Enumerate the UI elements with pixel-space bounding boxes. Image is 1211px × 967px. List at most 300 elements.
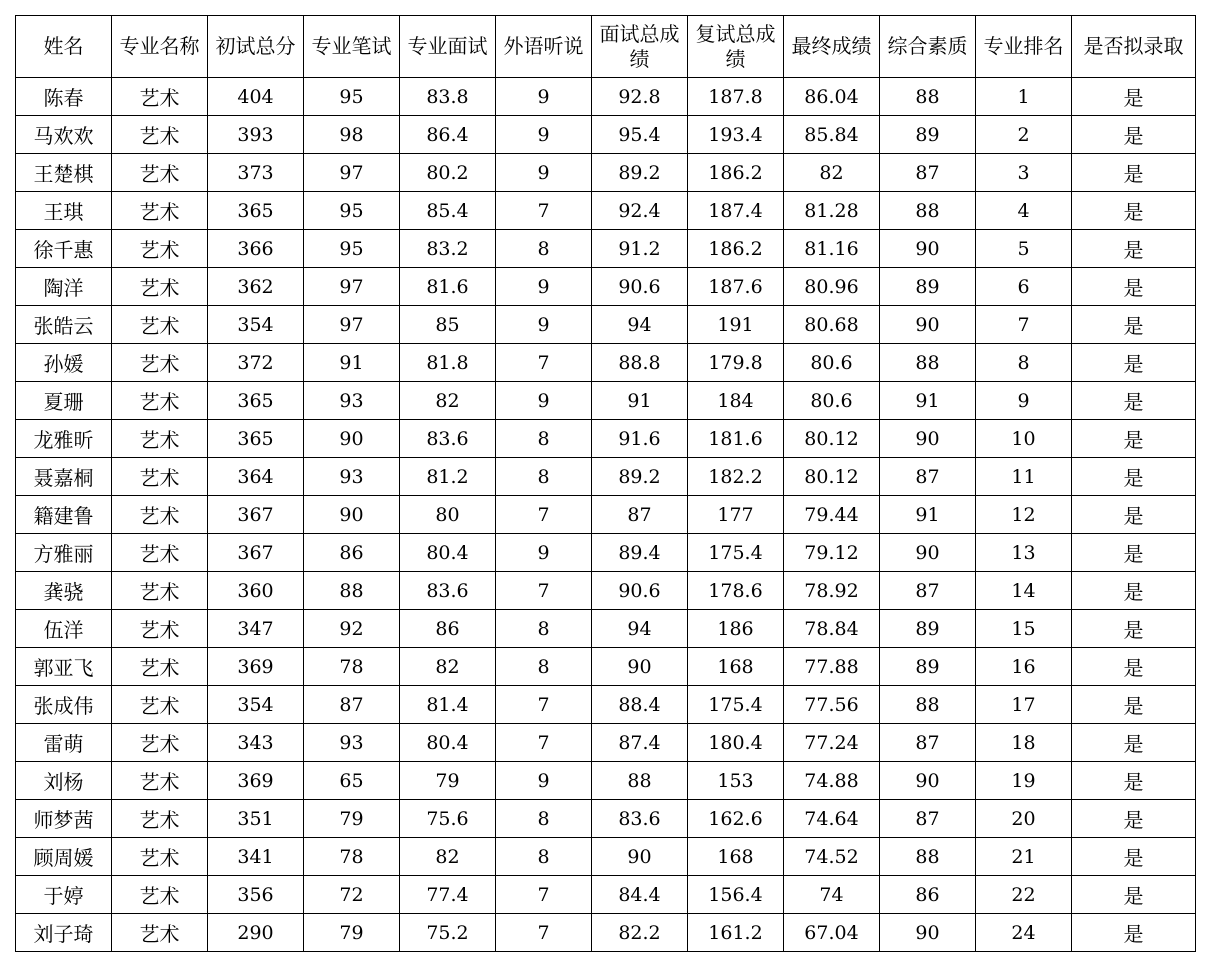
cell-final-score: 86.04 <box>784 78 880 116</box>
cell-overall-quality: 89 <box>880 610 976 648</box>
cell-name: 郭亚飞 <box>16 648 112 686</box>
cell-foreign-language-oral: 7 <box>496 686 592 724</box>
admission-results-table <box>15 15 1196 952</box>
cell-major-rank: 17 <box>976 686 1072 724</box>
cell-major-rank: 8 <box>976 344 1072 382</box>
cell-interview-total: 90.6 <box>592 268 688 306</box>
cell-final-score: 80.6 <box>784 344 880 382</box>
cell-major-rank: 21 <box>976 838 1072 876</box>
cell-initial-score: 366 <box>208 230 304 268</box>
cell-name: 刘子琦 <box>16 914 112 952</box>
cell-name: 顾周媛 <box>16 838 112 876</box>
cell-interview-total: 90.6 <box>592 572 688 610</box>
cell-overall-quality: 91 <box>880 496 976 534</box>
cell-interview-total: 91.2 <box>592 230 688 268</box>
cell-foreign-language-oral: 8 <box>496 610 592 648</box>
cell-name: 龚骁 <box>16 572 112 610</box>
cell-final-score: 77.88 <box>784 648 880 686</box>
table-row <box>16 382 1196 420</box>
cell-major-rank: 18 <box>976 724 1072 762</box>
cell-overall-quality: 90 <box>880 306 976 344</box>
cell-major-rank: 1 <box>976 78 1072 116</box>
table-row <box>16 344 1196 382</box>
cell-overall-quality: 87 <box>880 724 976 762</box>
cell-overall-quality: 90 <box>880 420 976 458</box>
cell-interview: 77.4 <box>400 876 496 914</box>
cell-major: 艺术 <box>112 420 208 458</box>
cell-major: 艺术 <box>112 648 208 686</box>
cell-final-score: 74.64 <box>784 800 880 838</box>
cell-overall-quality: 87 <box>880 458 976 496</box>
cell-interview-total: 91.6 <box>592 420 688 458</box>
cell-final-score: 80.96 <box>784 268 880 306</box>
cell-interview-total: 92.4 <box>592 192 688 230</box>
table-row <box>16 534 1196 572</box>
cell-admitted: 是 <box>1072 344 1196 382</box>
cell-name: 籍建鲁 <box>16 496 112 534</box>
cell-written-exam: 88 <box>304 572 400 610</box>
cell-interview-total: 90 <box>592 648 688 686</box>
table-row <box>16 724 1196 762</box>
cell-admitted: 是 <box>1072 914 1196 952</box>
cell-retest-total: 162.6 <box>688 800 784 838</box>
cell-major: 艺术 <box>112 382 208 420</box>
cell-major-rank: 15 <box>976 610 1072 648</box>
cell-admitted: 是 <box>1072 648 1196 686</box>
cell-major-rank: 4 <box>976 192 1072 230</box>
cell-initial-score: 404 <box>208 78 304 116</box>
table-row <box>16 496 1196 534</box>
cell-name: 方雅丽 <box>16 534 112 572</box>
cell-retest-total: 187.4 <box>688 192 784 230</box>
column-header-final-score: 最终成绩 <box>784 16 880 78</box>
cell-foreign-language-oral: 7 <box>496 344 592 382</box>
cell-admitted: 是 <box>1072 686 1196 724</box>
cell-interview: 81.6 <box>400 268 496 306</box>
cell-retest-total: 179.8 <box>688 344 784 382</box>
cell-major-rank: 14 <box>976 572 1072 610</box>
cell-admitted: 是 <box>1072 572 1196 610</box>
column-header-initial-score: 初试总分 <box>208 16 304 78</box>
cell-initial-score: 364 <box>208 458 304 496</box>
cell-foreign-language-oral: 8 <box>496 420 592 458</box>
cell-interview: 86.4 <box>400 116 496 154</box>
cell-major-rank: 2 <box>976 116 1072 154</box>
column-header-interview-total: 面试总成绩 <box>592 16 688 78</box>
table-row <box>16 420 1196 458</box>
cell-written-exam: 78 <box>304 838 400 876</box>
cell-name: 孙媛 <box>16 344 112 382</box>
cell-written-exam: 65 <box>304 762 400 800</box>
cell-name: 王楚棋 <box>16 154 112 192</box>
column-header-major: 专业名称 <box>112 16 208 78</box>
cell-major-rank: 19 <box>976 762 1072 800</box>
cell-admitted: 是 <box>1072 800 1196 838</box>
cell-major-rank: 5 <box>976 230 1072 268</box>
cell-foreign-language-oral: 9 <box>496 382 592 420</box>
cell-overall-quality: 90 <box>880 914 976 952</box>
cell-initial-score: 365 <box>208 420 304 458</box>
cell-major-rank: 9 <box>976 382 1072 420</box>
cell-admitted: 是 <box>1072 534 1196 572</box>
cell-interview: 79 <box>400 762 496 800</box>
cell-written-exam: 95 <box>304 192 400 230</box>
cell-major: 艺术 <box>112 914 208 952</box>
cell-overall-quality: 87 <box>880 800 976 838</box>
cell-retest-total: 181.6 <box>688 420 784 458</box>
cell-interview-total: 95.4 <box>592 116 688 154</box>
cell-overall-quality: 88 <box>880 686 976 724</box>
cell-initial-score: 343 <box>208 724 304 762</box>
cell-foreign-language-oral: 7 <box>496 876 592 914</box>
cell-major-rank: 20 <box>976 800 1072 838</box>
cell-foreign-language-oral: 8 <box>496 458 592 496</box>
cell-major: 艺术 <box>112 762 208 800</box>
cell-interview-total: 89.2 <box>592 458 688 496</box>
cell-admitted: 是 <box>1072 762 1196 800</box>
cell-retest-total: 186 <box>688 610 784 648</box>
cell-admitted: 是 <box>1072 838 1196 876</box>
cell-initial-score: 369 <box>208 648 304 686</box>
table-row <box>16 838 1196 876</box>
cell-interview: 83.8 <box>400 78 496 116</box>
cell-final-score: 82 <box>784 154 880 192</box>
cell-interview-total: 94 <box>592 610 688 648</box>
cell-written-exam: 72 <box>304 876 400 914</box>
cell-admitted: 是 <box>1072 724 1196 762</box>
table-row <box>16 610 1196 648</box>
cell-admitted: 是 <box>1072 420 1196 458</box>
cell-major: 艺术 <box>112 268 208 306</box>
cell-overall-quality: 89 <box>880 268 976 306</box>
table-row <box>16 192 1196 230</box>
cell-initial-score: 369 <box>208 762 304 800</box>
cell-interview: 75.2 <box>400 914 496 952</box>
cell-initial-score: 290 <box>208 914 304 952</box>
column-header-foreign-language-oral: 外语听说 <box>496 16 592 78</box>
table-row <box>16 800 1196 838</box>
cell-name: 雷萌 <box>16 724 112 762</box>
cell-initial-score: 367 <box>208 496 304 534</box>
column-header-name: 姓名 <box>16 16 112 78</box>
cell-major: 艺术 <box>112 458 208 496</box>
cell-written-exam: 98 <box>304 116 400 154</box>
cell-interview-total: 87 <box>592 496 688 534</box>
cell-initial-score: 351 <box>208 800 304 838</box>
column-header-admitted: 是否拟录取 <box>1072 16 1196 78</box>
cell-interview: 86 <box>400 610 496 648</box>
cell-name: 王琪 <box>16 192 112 230</box>
cell-interview-total: 94 <box>592 306 688 344</box>
cell-major-rank: 13 <box>976 534 1072 572</box>
cell-admitted: 是 <box>1072 78 1196 116</box>
cell-foreign-language-oral: 9 <box>496 268 592 306</box>
cell-initial-score: 354 <box>208 686 304 724</box>
cell-final-score: 80.12 <box>784 458 880 496</box>
cell-foreign-language-oral: 9 <box>496 762 592 800</box>
cell-final-score: 79.12 <box>784 534 880 572</box>
cell-foreign-language-oral: 9 <box>496 116 592 154</box>
cell-major: 艺术 <box>112 116 208 154</box>
cell-admitted: 是 <box>1072 268 1196 306</box>
cell-interview: 81.8 <box>400 344 496 382</box>
cell-major: 艺术 <box>112 876 208 914</box>
table-row <box>16 116 1196 154</box>
column-header-interview: 专业面试 <box>400 16 496 78</box>
cell-name: 于婷 <box>16 876 112 914</box>
cell-written-exam: 79 <box>304 800 400 838</box>
cell-interview: 85 <box>400 306 496 344</box>
cell-major-rank: 12 <box>976 496 1072 534</box>
column-header-major-rank: 专业排名 <box>976 16 1072 78</box>
cell-retest-total: 175.4 <box>688 686 784 724</box>
cell-interview: 80 <box>400 496 496 534</box>
cell-foreign-language-oral: 7 <box>496 496 592 534</box>
cell-major-rank: 10 <box>976 420 1072 458</box>
cell-interview-total: 87.4 <box>592 724 688 762</box>
cell-foreign-language-oral: 9 <box>496 306 592 344</box>
cell-foreign-language-oral: 8 <box>496 648 592 686</box>
cell-retest-total: 187.8 <box>688 78 784 116</box>
cell-interview-total: 82.2 <box>592 914 688 952</box>
cell-retest-total: 177 <box>688 496 784 534</box>
cell-interview: 82 <box>400 838 496 876</box>
cell-written-exam: 95 <box>304 230 400 268</box>
cell-foreign-language-oral: 8 <box>496 230 592 268</box>
cell-retest-total: 168 <box>688 648 784 686</box>
cell-written-exam: 97 <box>304 306 400 344</box>
cell-final-score: 80.6 <box>784 382 880 420</box>
cell-major: 艺术 <box>112 344 208 382</box>
cell-name: 陈春 <box>16 78 112 116</box>
cell-major: 艺术 <box>112 192 208 230</box>
cell-foreign-language-oral: 7 <box>496 914 592 952</box>
cell-major-rank: 7 <box>976 306 1072 344</box>
cell-name: 龙雅昕 <box>16 420 112 458</box>
header-row <box>16 16 1196 78</box>
table-row <box>16 876 1196 914</box>
cell-final-score: 81.16 <box>784 230 880 268</box>
cell-written-exam: 95 <box>304 78 400 116</box>
cell-overall-quality: 88 <box>880 344 976 382</box>
cell-name: 马欢欢 <box>16 116 112 154</box>
cell-interview-total: 89.4 <box>592 534 688 572</box>
cell-admitted: 是 <box>1072 496 1196 534</box>
cell-major: 艺术 <box>112 610 208 648</box>
cell-overall-quality: 87 <box>880 154 976 192</box>
cell-written-exam: 92 <box>304 610 400 648</box>
cell-interview: 81.4 <box>400 686 496 724</box>
cell-initial-score: 367 <box>208 534 304 572</box>
cell-written-exam: 86 <box>304 534 400 572</box>
cell-interview-total: 89.2 <box>592 154 688 192</box>
cell-interview: 83.2 <box>400 230 496 268</box>
cell-retest-total: 186.2 <box>688 230 784 268</box>
cell-major-rank: 6 <box>976 268 1072 306</box>
cell-foreign-language-oral: 9 <box>496 534 592 572</box>
cell-name: 刘杨 <box>16 762 112 800</box>
cell-initial-score: 341 <box>208 838 304 876</box>
table-row <box>16 762 1196 800</box>
cell-major: 艺术 <box>112 686 208 724</box>
cell-interview-total: 83.6 <box>592 800 688 838</box>
cell-interview: 82 <box>400 382 496 420</box>
cell-retest-total: 184 <box>688 382 784 420</box>
cell-final-score: 74.88 <box>784 762 880 800</box>
cell-written-exam: 97 <box>304 154 400 192</box>
cell-retest-total: 168 <box>688 838 784 876</box>
cell-interview: 83.6 <box>400 572 496 610</box>
table-row <box>16 458 1196 496</box>
column-header-overall-quality: 综合素质 <box>880 16 976 78</box>
cell-written-exam: 93 <box>304 382 400 420</box>
cell-retest-total: 178.6 <box>688 572 784 610</box>
column-header-retest-total: 复试总成绩 <box>688 16 784 78</box>
cell-admitted: 是 <box>1072 876 1196 914</box>
cell-retest-total: 191 <box>688 306 784 344</box>
cell-written-exam: 93 <box>304 458 400 496</box>
table-row <box>16 154 1196 192</box>
cell-major-rank: 11 <box>976 458 1072 496</box>
cell-final-score: 67.04 <box>784 914 880 952</box>
cell-name: 伍洋 <box>16 610 112 648</box>
cell-retest-total: 182.2 <box>688 458 784 496</box>
cell-initial-score: 362 <box>208 268 304 306</box>
cell-major: 艺术 <box>112 534 208 572</box>
cell-major-rank: 22 <box>976 876 1072 914</box>
cell-overall-quality: 86 <box>880 876 976 914</box>
cell-overall-quality: 89 <box>880 116 976 154</box>
cell-overall-quality: 89 <box>880 648 976 686</box>
cell-retest-total: 180.4 <box>688 724 784 762</box>
cell-interview-total: 88.8 <box>592 344 688 382</box>
cell-interview: 83.6 <box>400 420 496 458</box>
cell-interview-total: 91 <box>592 382 688 420</box>
cell-retest-total: 153 <box>688 762 784 800</box>
cell-initial-score: 373 <box>208 154 304 192</box>
cell-written-exam: 90 <box>304 420 400 458</box>
cell-interview: 75.6 <box>400 800 496 838</box>
cell-overall-quality: 90 <box>880 534 976 572</box>
cell-retest-total: 187.6 <box>688 268 784 306</box>
cell-overall-quality: 88 <box>880 192 976 230</box>
cell-final-score: 77.24 <box>784 724 880 762</box>
cell-final-score: 85.84 <box>784 116 880 154</box>
cell-major-rank: 3 <box>976 154 1072 192</box>
cell-interview: 80.4 <box>400 534 496 572</box>
cell-interview-total: 88 <box>592 762 688 800</box>
cell-overall-quality: 87 <box>880 572 976 610</box>
cell-retest-total: 156.4 <box>688 876 784 914</box>
cell-written-exam: 90 <box>304 496 400 534</box>
cell-admitted: 是 <box>1072 154 1196 192</box>
cell-major: 艺术 <box>112 838 208 876</box>
cell-admitted: 是 <box>1072 382 1196 420</box>
cell-overall-quality: 91 <box>880 382 976 420</box>
cell-overall-quality: 88 <box>880 838 976 876</box>
cell-name: 聂嘉桐 <box>16 458 112 496</box>
cell-major: 艺术 <box>112 154 208 192</box>
cell-name: 张皓云 <box>16 306 112 344</box>
cell-major: 艺术 <box>112 306 208 344</box>
cell-admitted: 是 <box>1072 192 1196 230</box>
cell-name: 徐千惠 <box>16 230 112 268</box>
cell-written-exam: 78 <box>304 648 400 686</box>
cell-foreign-language-oral: 8 <box>496 800 592 838</box>
cell-name: 师梦茜 <box>16 800 112 838</box>
cell-admitted: 是 <box>1072 306 1196 344</box>
cell-interview-total: 90 <box>592 838 688 876</box>
cell-foreign-language-oral: 7 <box>496 724 592 762</box>
cell-name: 陶洋 <box>16 268 112 306</box>
cell-admitted: 是 <box>1072 610 1196 648</box>
cell-final-score: 81.28 <box>784 192 880 230</box>
table-row <box>16 914 1196 952</box>
cell-admitted: 是 <box>1072 230 1196 268</box>
column-header-written-exam: 专业笔试 <box>304 16 400 78</box>
cell-major-rank: 24 <box>976 914 1072 952</box>
cell-major: 艺术 <box>112 230 208 268</box>
cell-interview-total: 92.8 <box>592 78 688 116</box>
cell-initial-score: 372 <box>208 344 304 382</box>
cell-written-exam: 87 <box>304 686 400 724</box>
table-row <box>16 230 1196 268</box>
cell-interview: 80.4 <box>400 724 496 762</box>
table-row <box>16 572 1196 610</box>
cell-foreign-language-oral: 7 <box>496 572 592 610</box>
cell-final-score: 74.52 <box>784 838 880 876</box>
cell-initial-score: 347 <box>208 610 304 648</box>
cell-admitted: 是 <box>1072 116 1196 154</box>
cell-interview-total: 84.4 <box>592 876 688 914</box>
cell-initial-score: 393 <box>208 116 304 154</box>
cell-major: 艺术 <box>112 724 208 762</box>
cell-foreign-language-oral: 7 <box>496 192 592 230</box>
cell-written-exam: 97 <box>304 268 400 306</box>
table-row <box>16 648 1196 686</box>
table-row <box>16 78 1196 116</box>
cell-retest-total: 161.2 <box>688 914 784 952</box>
cell-final-score: 78.84 <box>784 610 880 648</box>
cell-overall-quality: 90 <box>880 230 976 268</box>
cell-initial-score: 365 <box>208 192 304 230</box>
cell-final-score: 80.68 <box>784 306 880 344</box>
cell-major: 艺术 <box>112 496 208 534</box>
cell-overall-quality: 88 <box>880 78 976 116</box>
cell-interview: 85.4 <box>400 192 496 230</box>
cell-admitted: 是 <box>1072 458 1196 496</box>
table-row <box>16 686 1196 724</box>
cell-written-exam: 93 <box>304 724 400 762</box>
table-row <box>16 268 1196 306</box>
cell-name: 张成伟 <box>16 686 112 724</box>
cell-final-score: 74 <box>784 876 880 914</box>
cell-initial-score: 356 <box>208 876 304 914</box>
cell-final-score: 79.44 <box>784 496 880 534</box>
cell-major: 艺术 <box>112 78 208 116</box>
cell-foreign-language-oral: 9 <box>496 78 592 116</box>
cell-initial-score: 354 <box>208 306 304 344</box>
cell-initial-score: 360 <box>208 572 304 610</box>
cell-retest-total: 193.4 <box>688 116 784 154</box>
cell-major: 艺术 <box>112 800 208 838</box>
cell-foreign-language-oral: 8 <box>496 838 592 876</box>
cell-interview: 80.2 <box>400 154 496 192</box>
table-row <box>16 306 1196 344</box>
cell-major-rank: 16 <box>976 648 1072 686</box>
cell-interview: 81.2 <box>400 458 496 496</box>
cell-major: 艺术 <box>112 572 208 610</box>
